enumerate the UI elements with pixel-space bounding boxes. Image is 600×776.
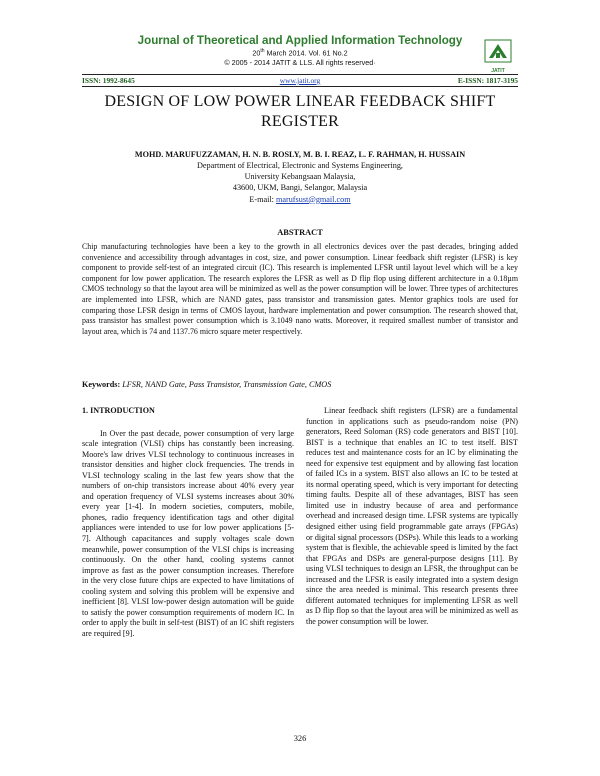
author-list: MOHD. MARUFUZZAMAN, H. N. B. ROSLY, M. B. I. REAZ, L. F. RAHMAN, H. HUSSAIN bbox=[134, 150, 466, 159]
paper-title bbox=[82, 92, 518, 132]
affiliation-line: University Kebangsaan Malaysia, bbox=[244, 172, 356, 182]
header-rule-top bbox=[82, 74, 518, 75]
abstract-heading: ABSTRACT bbox=[277, 228, 323, 237]
page-number: 326 bbox=[293, 734, 307, 743]
title-line-2: REGISTER bbox=[260, 113, 340, 130]
section-heading-introduction: 1. INTRODUCTION bbox=[82, 406, 155, 415]
jatit-logo-icon bbox=[483, 38, 513, 70]
header-rule-bottom bbox=[82, 86, 518, 87]
abstract-text: Chip manufacturing technologies have been a key to the growth in all electronics devices over the past decades, bringing added convenience and accessibility through advantages in cost, size, and power consumption. Linear feedback shift register (LFSR) is key component to provide self-test of an integrated circuit (IC). This research is implemented LFSR until layout level which will be a key component for low power application. The research explores the LFSR as well as D flip flop using different architecture in a 0.18µm CMOS technology so that the layout area will be minimized as well as the power consumption will be lower. Three types of architectures are implemented into LFSR, which are NAND gates, pass transistor and transmission gates. Mentor graphics tools are used for comparing those LFSR design in terms of CMOS layout, hardware implementation and power consumption. The research showed that, pass transistor has smallest power consumption which is 3.1049 nano watts. Moreover, it required smallest number of transistor and layout area, which is 74 and 1137.76 micro square meter respectively. bbox=[82, 242, 518, 336]
affiliation-line: 43600, UKM, Bangi, Selangor, Malaysia bbox=[232, 183, 368, 193]
issue-day: 20 bbox=[252, 48, 261, 58]
email-link[interactable]: marufsust@gmail.com bbox=[275, 194, 351, 204]
issn-print: ISSN: 1992-8645 bbox=[82, 76, 135, 85]
copyright-line: © 2005 - 2014 JATIT & LLS. All rights reserved· bbox=[224, 58, 376, 67]
issue-volume: March 2014. Vol. 61 No.2 bbox=[264, 48, 348, 58]
keywords-line bbox=[82, 380, 518, 389]
issn-electronic: E-ISSN: 1817-3195 bbox=[457, 76, 518, 85]
website-link[interactable]: www.jatit.org bbox=[279, 76, 321, 85]
keywords-label: Keywords: bbox=[82, 380, 121, 389]
keywords-list: LFSR, NAND Gate, Pass Transistor, Transmission Gate, CMOS bbox=[122, 380, 332, 389]
intro-paragraph-2: Linear feedback shift registers (LFSR) are a fundamental function in applications such as pseudo-random noise (PN) generators, Reed Soloman (RS) code generators and BIST [10]. BIST is a technique that enables an IC to test itself. BIST reduces test and maintenance costs for an IC by eliminating the need for expensive test equipment and by allowing fast location of failed ICs in a system. BIST also allows an IC to be tested at its normal operating speed, which is very important for detecting timing faults. Despite all of these advantages, BIST has seen limited use in industry because of area and performance overhead and increased design time. LFSR systems are typically designed either using field programmable gate arrays (FPGAs) or digital signal processors (DSPs). While this leads to a working system that is flexible, the achievable speed is limited by the fact that FPGAs and DSPs are general-purpose designs [11]. By using VLSI techniques to design an LFSR, the throughput can be increased and the LFSR is easily integrated into a system design since the area needed is minimal. This research presents three different automated techniques for implementing LFSR as well as D flip flop so that the layout area will be minimized as well as the power consumption will be lower. bbox=[306, 406, 518, 626]
journal-title: Journal of Theoretical and Applied Information Technology bbox=[137, 34, 463, 47]
intro-paragraph-1: In Over the past decade, power consumption of very large scale integration (VLSI) chips has constantly been increasing. Moore's law drives VLSI technology to continuous increases in transistor densities and higher clock frequencies. The trends in VLSI technology scaling in the last few years show that the numbers of on-chip transistors increase about 40% every year and operation frequency of VLSI systems increases about 30% every year [1-4]. In modern societies, computers, mobile, phones, radio frequency identification tags and other digital appliances were intended to use for low power applications [5-7]. Although capacitances and supply voltages scale down meanwhile, power consumption of the VLSI chips is increasing continuously. On the other hand, cooling systems cannot improve as fast as the power consumption increases. Therefore in the very close future chips are expected to have limitations of cooling system and solving this problem will be expensive and inefficient [8]. VLSI low-power design automation will be guide to satisfy the power consumption requirements of modern IC. In order to apply the built in self-test (BIST) of an IC shift registers are required [9]. bbox=[82, 428, 294, 638]
email-line bbox=[82, 194, 518, 205]
column-right bbox=[306, 406, 518, 627]
column-left bbox=[82, 406, 294, 639]
issue-day-suffix: th bbox=[260, 48, 265, 54]
affiliation-block bbox=[82, 160, 518, 205]
logo-label: JATIT bbox=[491, 68, 505, 74]
affiliation-line: Department of Electrical, Electronic and Systems Engineering, bbox=[197, 161, 403, 170]
title-line-1: DESIGN OF LOW POWER LINEAR FEEDBACK SHIFT bbox=[104, 93, 496, 110]
email-label: E-mail: bbox=[249, 194, 276, 204]
